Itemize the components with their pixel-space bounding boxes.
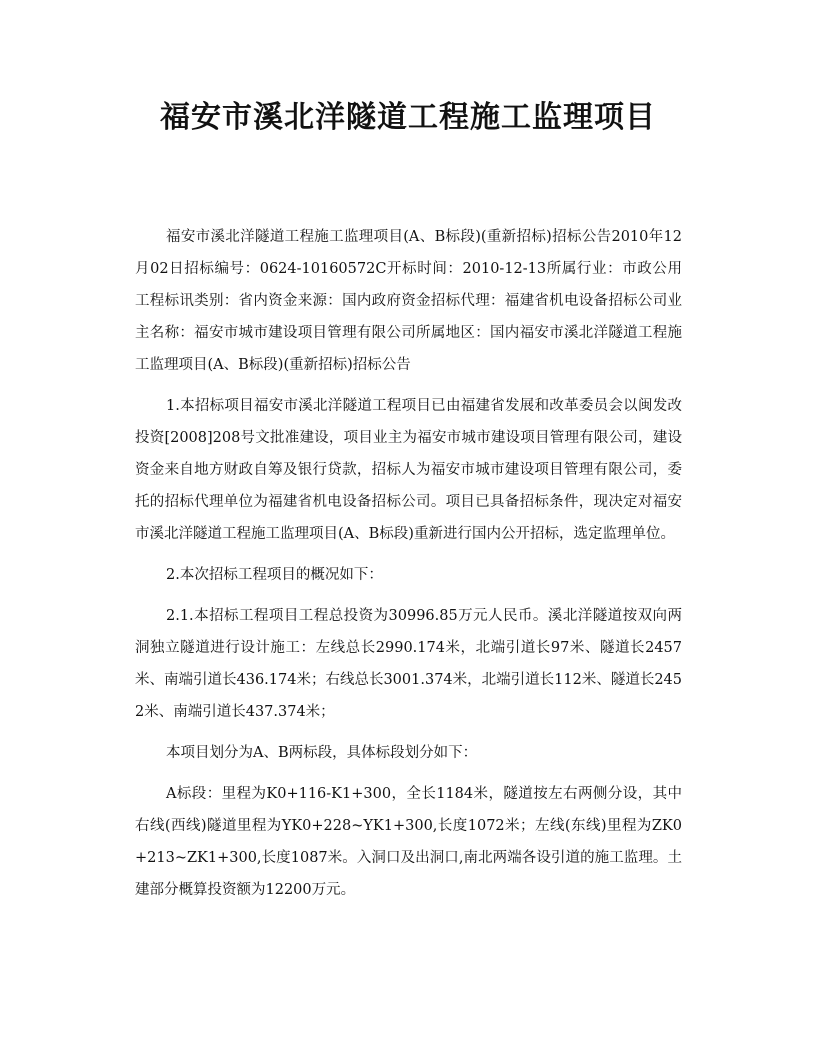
paragraph-section-2: 2.本次招标工程项目的概况如下： — [166, 567, 383, 583]
document-body — [135, 221, 682, 915]
paragraph-section-2-1: 2.1.本招标工程项目工程总投资为30996.85万元人民币。溪北洋隧道按双向两洞独立隧道进行设计施工：左线总长2990.174米，北端引道长97米、隧道长2457米、南端引道长436.174米；右线总长3001.374米，北端引道长112米、隧道长2452米、南端引道长437.374米； — [135, 608, 682, 720]
paragraph-announcement: 福安市溪北洋隧道工程施工监理项目(A、B标段)(重新招标)招标公告2010年12月02日招标编号：0624-10160572C开标时间：2010-12-13所属行业：市政公用工程标讯类别：省内资金来源：国内政府资金招标代理：福建省机电设备招标公司业主名称：福安市城市建设项目管理有限公司所属地区：国内福安市溪北洋隧道工程施工监理项目(A、B标段)(重新招标)招标公告 — [135, 229, 682, 373]
paragraph-section-1: 1.本招标项目福安市溪北洋隧道工程项目已由福建省发展和改革委员会以闽发改投资[2008]208号文批准建设，项目业主为福安市城市建设项目管理有限公司，建设资金来自地方财政自筹及银行贷款，招标人为福安市城市建设项目管理有限公司，委托的招标代理单位为福建省机电设备招标公司。项目已具备招标条件，现决定对福安市溪北洋隧道工程施工监理项目(A、B标段)重新进行国内公开招标，选定监理单位。 — [135, 398, 682, 542]
document-title: 福安市溪北洋隧道工程施工监理项目 — [160, 100, 656, 135]
paragraph-lot-a: A标段：里程为K0+116-K1+300，全长1184米，隧道按左右两侧分设，其中右线(西线)隧道里程为YK0+228~YK1+300,长度1072米；左线(东线)里程为ZK0+213~ZK1+300,长度1087米。入洞口及出洞口,南北两端各设引道的施工监理。土建部分概算投资额为12200万元。 — [135, 786, 682, 898]
paragraph-lots: 本项目划分为A、B两标段，具体标段划分如下： — [166, 745, 478, 761]
